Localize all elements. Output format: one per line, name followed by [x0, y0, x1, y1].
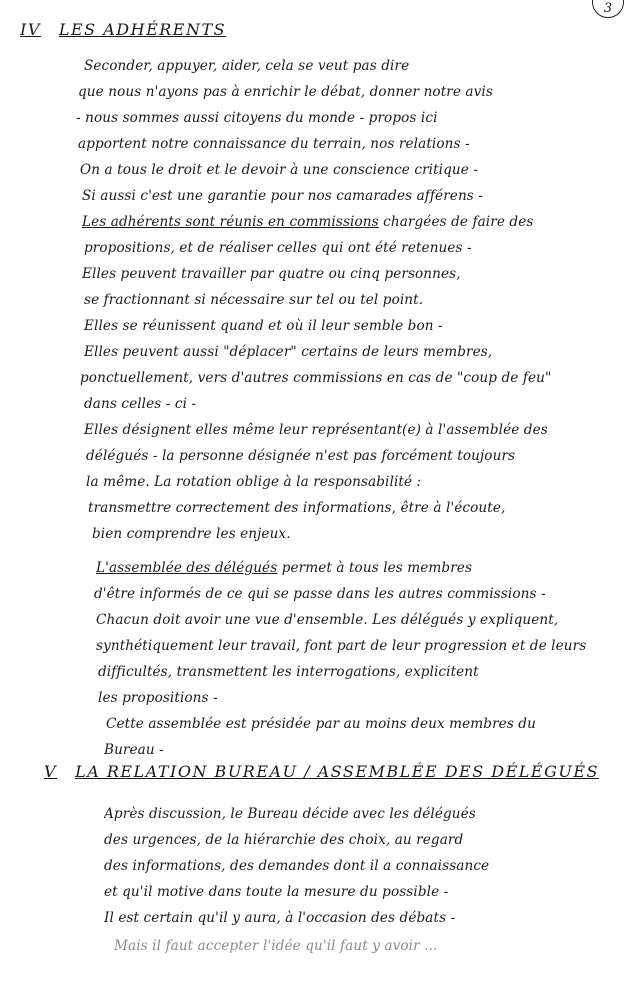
s4-line-25: les propositions - — [98, 690, 218, 706]
s4-line-22: Chacun doit avoir une vue d'ensemble. Les délégués y expliquent, — [96, 612, 559, 628]
s4-line-27: Bureau - — [104, 742, 164, 758]
s4-line-10: se fractionnant si nécessaire sur tel ou tel point. — [84, 292, 424, 308]
section-5-number: V — [44, 762, 58, 781]
s4-line-14: dans celles - ci - — [84, 396, 197, 412]
s5-line-4: et qu'il motive dans toute la mesure du possible - — [104, 884, 449, 900]
s4-underlined-phrase: Les adhérents sont réunis en commissions — [82, 214, 379, 230]
section-4-heading — [20, 20, 226, 39]
s4-line-18: transmettre correctement des informations, être à l'écoute, — [88, 500, 506, 516]
s4-line-4: apportent notre connaissance du terrain, nos relations - — [78, 136, 470, 152]
page-number: 3 — [592, 0, 624, 18]
s5-line-1: Après discussion, le Bureau décide avec les délégués — [104, 806, 476, 822]
s4-line-2: que nous n'ayons pas à enrichir le débat, donner notre avis — [78, 84, 493, 100]
s4-line-1: Seconder, appuyer, aider, cela se veut pas dire — [84, 58, 410, 74]
s4-line-19: bien comprendre les enjeux. — [92, 526, 291, 542]
section-5-heading — [44, 762, 599, 781]
s4-line-8: propositions, et de réaliser celles qui ont été retenues - — [84, 240, 472, 256]
s4-line-9: Elles peuvent travailler par quatre ou cinq personnes, — [82, 266, 461, 282]
s4-line-20-rest: permet à tous les membres — [281, 560, 473, 576]
s4-line-5: On a tous le droit et le devoir à une conscience critique - — [80, 162, 479, 178]
s4-line-24: difficultés, transmettent les interrogations, explicitent — [98, 664, 479, 680]
s4-line-12: Elles peuvent aussi "déplacer" certains de leurs membres, — [84, 344, 493, 360]
section-5-title: LA RELATION BUREAU / ASSEMBLÉE DES DÉLÉGUÉS — [75, 762, 599, 781]
s4-line-7-rest: chargées de faire des — [383, 214, 534, 230]
s4-line-13: ponctuellement, vers d'autres commissions en cas de "coup de feu" — [80, 370, 552, 386]
s5-line-6: Mais il faut accepter l'idée qu'il faut y avoir ... — [114, 938, 438, 954]
s4-line-21: d'être informés de ce qui se passe dans les autres commissions - — [94, 586, 546, 602]
s4-line-15: Elles désignent elles même leur représentant(e) à l'assemblée des — [84, 422, 548, 438]
s4-line-11: Elles se réunissent quand et où il leur semble bon - — [84, 318, 443, 334]
s4-line-16: délégués - la personne désignée n'est pas forcément toujours — [86, 448, 516, 464]
s4-line-26: Cette assemblée est présidée par au moins deux membres du — [106, 716, 536, 732]
s4-line-7 — [82, 214, 533, 230]
s4-line-6: Si aussi c'est une garantie pour nos camarades afférens - — [82, 188, 483, 204]
section-4-number: IV — [20, 20, 41, 39]
s5-line-3: des informations, des demandes dont il a connaissance — [104, 858, 490, 874]
s4-line-3: - nous sommes aussi citoyens du monde - propos ici — [76, 110, 438, 126]
s5-line-2: des urgences, de la hiérarchie des choix, au regard — [104, 832, 464, 848]
s4-line-23: synthétiquement leur travail, font part de leur progression et de leurs — [96, 638, 587, 654]
s4-line-17: la même. La rotation oblige à la responsabilité : — [86, 474, 422, 490]
s4-assemblee-phrase: L'assemblée des délégués — [96, 560, 278, 576]
section-4-title: LES ADHÉRENTS — [58, 20, 227, 39]
s5-line-5: Il est certain qu'il y aura, à l'occasion des débats - — [104, 910, 456, 926]
s4-line-20 — [96, 560, 472, 576]
